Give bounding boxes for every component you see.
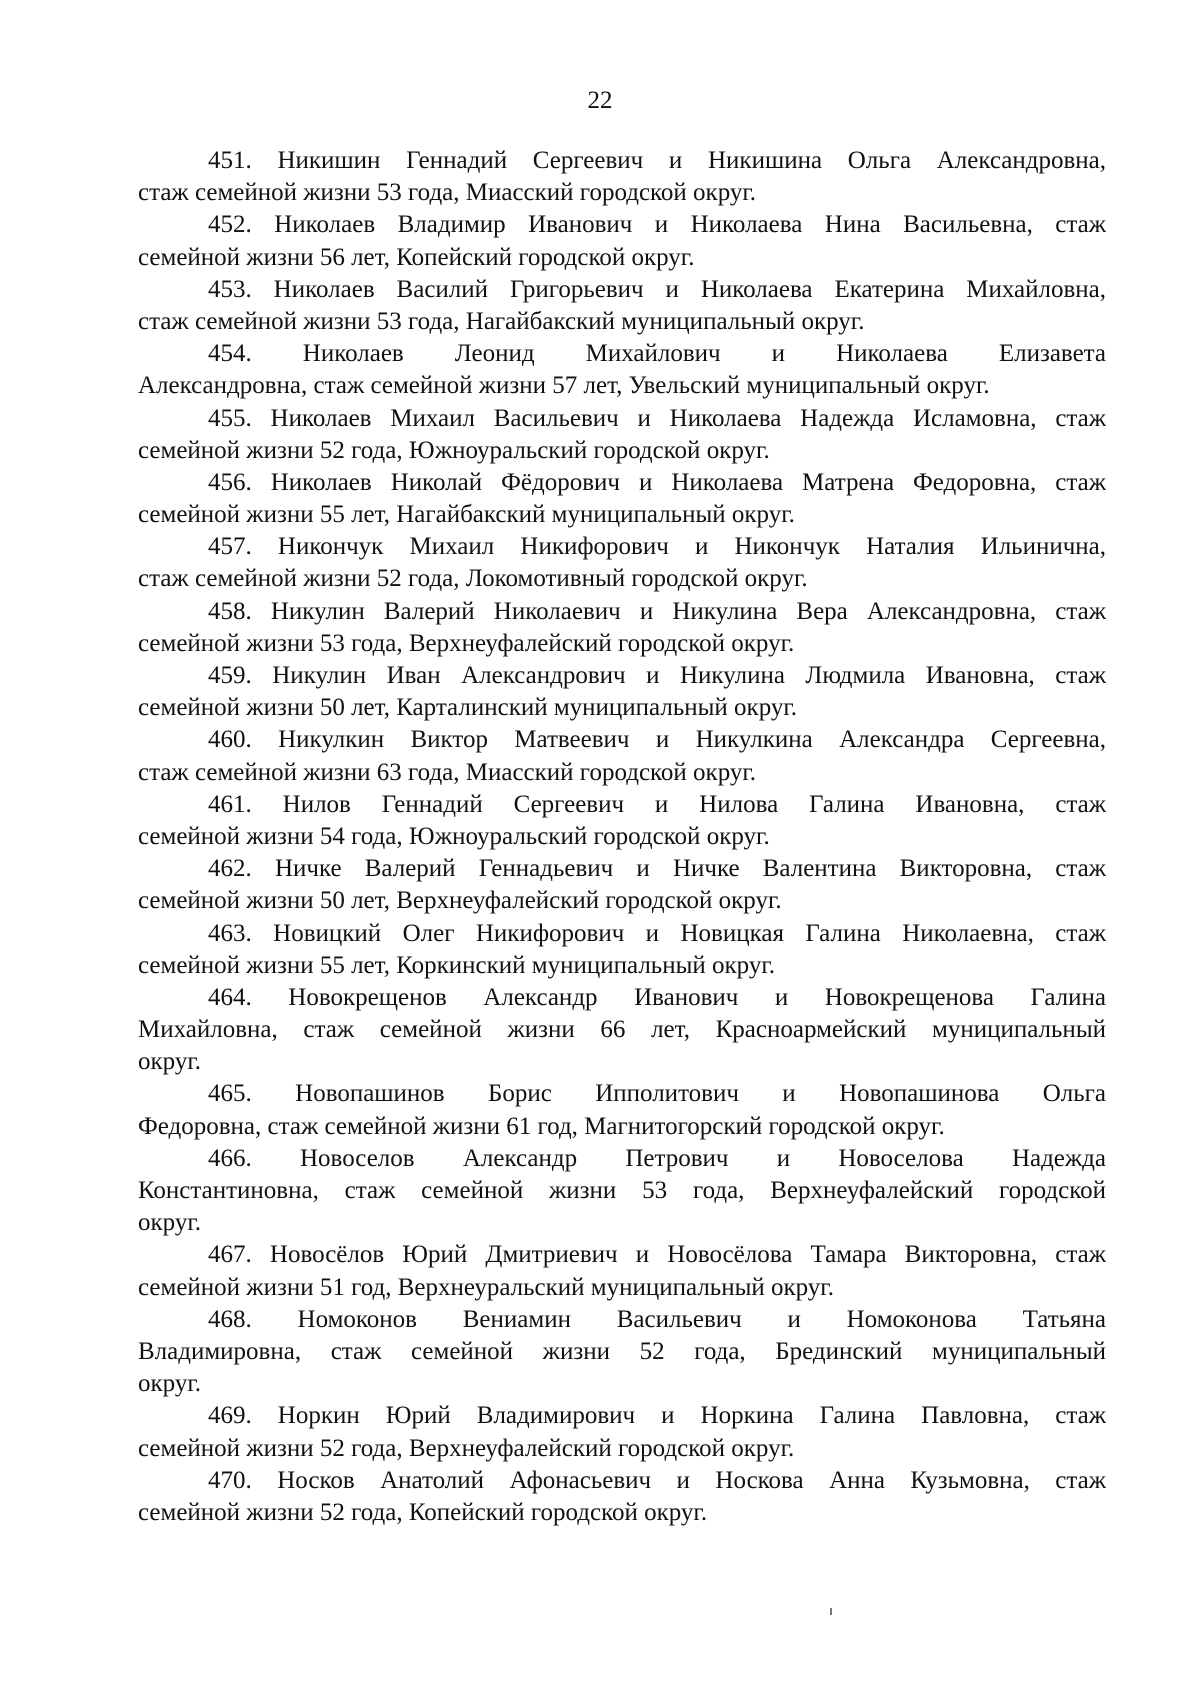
entry-line: семейной жизни 52 года, Южноуральский городской округ. [138, 436, 770, 464]
list-item [138, 660, 1106, 724]
entry-line: Константиновна, стаж семейной жизни 53 года, Верхнеуфалейский городской [138, 1177, 1106, 1204]
entry-number: 469. [208, 1402, 252, 1430]
entry-first-line [138, 467, 1106, 499]
entry-text: Нилов Геннадий Сергеевич и Нилова Галина Ивановна, стаж [282, 790, 1106, 818]
entry-number: 460. [208, 726, 252, 754]
list-item [138, 789, 1106, 853]
entry-number: 451. [208, 147, 252, 174]
entry-first-line [138, 982, 1106, 1014]
entry-number: 453. [208, 275, 252, 303]
list-item [138, 1465, 1106, 1529]
list-item [138, 1239, 1106, 1303]
list-item [138, 596, 1106, 660]
entry-number: 458. [208, 597, 252, 625]
list-item [138, 209, 1106, 273]
entry-text: Николаев Леонид Михайлович и Николаева Елизавета [302, 340, 1106, 368]
entry-first-line [138, 660, 1106, 692]
entry-first-line [138, 724, 1106, 756]
entry-first-line [138, 209, 1106, 241]
entry-line: Михайловна, стаж семейной жизни 66 лет, Красноармейский муниципальный [138, 1016, 1106, 1044]
list-item [138, 274, 1106, 338]
entry-line: семейной жизни 52 года, Верхнеуфалейский городской округ. [138, 1434, 795, 1462]
entry-number: 466. [208, 1144, 252, 1172]
entry-text: Новокрещенов Александр Иванович и Новокрещенова Галина [288, 983, 1106, 1011]
entry-number: 456. [208, 468, 252, 496]
entry-number: 470. [208, 1466, 252, 1494]
entry-line: семейной жизни 50 лет, Карталинский муниципальный округ. [138, 694, 798, 722]
entry-number: 465. [208, 1080, 252, 1108]
entry-first-line [138, 403, 1106, 435]
list-item [138, 338, 1106, 402]
scan-mark [830, 1608, 832, 1615]
entry-text: Новосёлов Юрий Дмитриевич и Новосёлова Тамара Викторовна, стаж [269, 1241, 1106, 1269]
entry-text: Новопашинов Борис Ипполитович и Новопашинова Ольга [295, 1080, 1106, 1108]
entry-number: 464. [208, 983, 252, 1011]
list-item [138, 918, 1106, 982]
entry-number: 461. [208, 790, 252, 818]
list-item [138, 145, 1106, 209]
entry-line: стаж семейной жизни 53 года, Нагайбакский муниципальный округ. [138, 307, 865, 335]
list-item [138, 467, 1106, 531]
entry-first-line [138, 853, 1106, 885]
entry-first-line [138, 274, 1106, 306]
entry-number: 452. [208, 211, 252, 239]
entry-text: Николаев Михаил Васильевич и Николаева Надежда Исламовна, стаж [270, 404, 1106, 432]
entry-text: Николаев Василий Григорьевич и Николаева Екатерина Михайловна, [273, 275, 1106, 303]
entry-text: Новоселов Александр Петрович и Новоселова Надежда [300, 1144, 1106, 1172]
entry-line: семейной жизни 55 лет, Нагайбакский муниципальный округ. [138, 501, 795, 529]
entry-first-line [138, 145, 1106, 177]
entry-text: Никулин Валерий Николаевич и Никулина Вера Александровна, стаж [270, 597, 1106, 625]
entry-line: семейной жизни 53 года, Верхнеуфалейский городской округ. [138, 629, 795, 657]
entry-line: округ. [138, 1209, 202, 1237]
entry-text: Никишин Геннадий Сергеевич и Никишина Ольга Александровна, [277, 147, 1106, 174]
entry-first-line [138, 1078, 1106, 1110]
list-item [138, 982, 1106, 1079]
list-item [138, 531, 1106, 595]
entry-text: Носков Анатолий Афонасьевич и Носкова Анна Кузьмовна, стаж [277, 1466, 1106, 1494]
entry-list [138, 145, 1106, 1529]
entry-first-line [138, 1239, 1106, 1271]
entry-text: Номоконов Вениамин Васильевич и Номоконова Татьяна [297, 1305, 1106, 1333]
page-number: 22 [587, 87, 613, 114]
entry-first-line [138, 338, 1106, 370]
entry-text: Николаев Владимир Иванович и Николаева Нина Васильевна, стаж [274, 211, 1106, 239]
entry-line: семейной жизни 55 лет, Коркинский муниципальный округ. [138, 951, 775, 979]
entry-number: 459. [208, 662, 252, 689]
list-item [138, 1304, 1106, 1401]
list-item [138, 403, 1106, 467]
entry-line: семейной жизни 54 года, Южноуральский городской округ. [138, 822, 770, 850]
entry-first-line [138, 1143, 1106, 1175]
entry-line: семейной жизни 52 года, Копейский городской округ. [138, 1498, 708, 1526]
entry-line: семейной жизни 51 год, Верхнеуральский муниципальный округ. [138, 1273, 834, 1301]
entry-first-line [138, 1304, 1106, 1336]
entry-line: стаж семейной жизни 53 года, Миасский городской округ. [138, 179, 757, 207]
entry-line: округ. [138, 1048, 202, 1076]
entry-number: 457. [208, 533, 252, 561]
entry-first-line [138, 531, 1106, 563]
entry-line: округ. [138, 1370, 202, 1398]
entry-first-line [138, 596, 1106, 628]
entry-number: 462. [208, 855, 252, 883]
entry-line: Владимировна, стаж семейной жизни 52 года, Брединский муниципальный [138, 1337, 1106, 1365]
entry-text: Ничке Валерий Геннадьевич и Ничке Валентина Викторовна, стаж [274, 855, 1106, 883]
entry-text: Николаев Николай Фёдорович и Николаева Матрена Федоровна, стаж [270, 468, 1106, 496]
entry-first-line [138, 1400, 1106, 1432]
entry-first-line [138, 1465, 1106, 1497]
entry-number: 455. [208, 404, 252, 432]
entry-line: Александровна, стаж семейной жизни 57 лет, Увельский муниципальный округ. [138, 372, 990, 400]
entry-line: семейной жизни 56 лет, Копейский городской округ. [138, 243, 695, 271]
entry-number: 454. [208, 340, 252, 368]
entry-line: семейной жизни 50 лет, Верхнеуфалейский городской округ. [138, 887, 782, 915]
list-item [138, 1078, 1106, 1142]
list-item [138, 1400, 1106, 1464]
entry-number: 467. [208, 1241, 252, 1269]
entry-text: Новицкий Олег Никифорович и Новицкая Галина Николаевна, стаж [273, 919, 1106, 947]
entry-number: 463. [208, 919, 252, 947]
entry-line: Федоровна, стаж семейной жизни 61 год, Магнитогорский городской округ. [138, 1112, 945, 1140]
entry-text: Никулкин Виктор Матвеевич и Никулкина Александра Сергеевна, [278, 726, 1106, 754]
entry-first-line [138, 789, 1106, 821]
entry-text: Никончук Михаил Никифорович и Никончук Наталия Ильинична, [277, 533, 1106, 561]
entry-first-line [138, 918, 1106, 950]
entry-text: Норкин Юрий Владимирович и Норкина Галина Павловна, стаж [277, 1402, 1106, 1430]
entry-line: стаж семейной жизни 63 года, Миасский городской округ. [138, 758, 757, 786]
entry-number: 468. [208, 1305, 252, 1333]
list-item [138, 1143, 1106, 1240]
entry-text: Никулин Иван Александрович и Никулина Людмила Ивановна, стаж [272, 662, 1106, 689]
list-item [138, 853, 1106, 917]
entry-line: стаж семейной жизни 52 года, Локомотивный городской округ. [138, 565, 808, 593]
list-item [138, 724, 1106, 788]
